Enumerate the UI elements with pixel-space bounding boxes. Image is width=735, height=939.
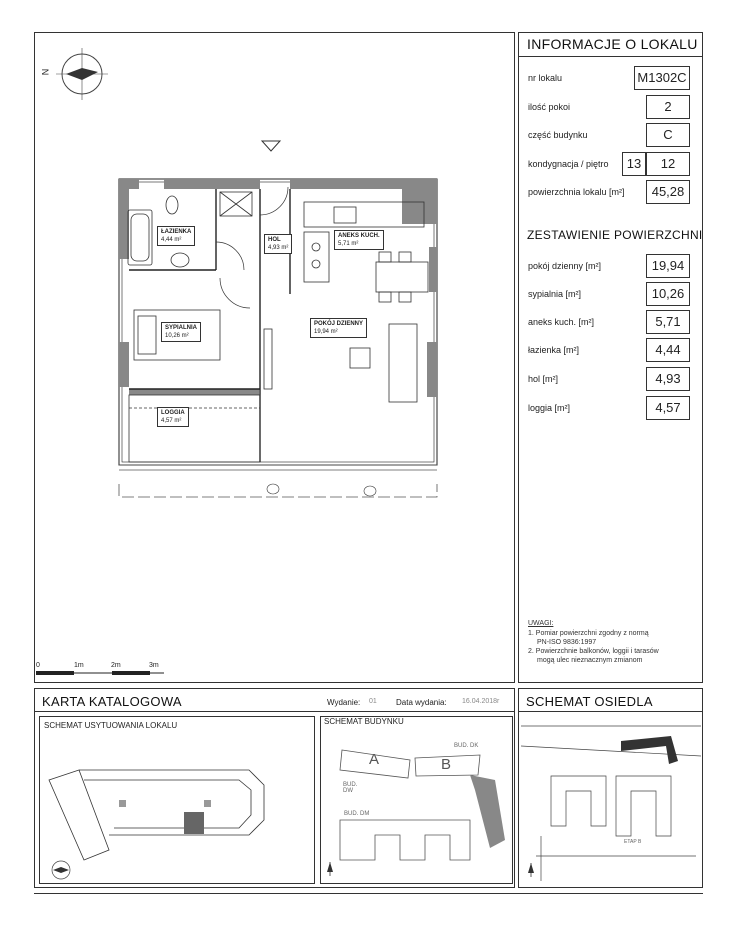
info-label-nr: nr lokalu <box>528 73 563 83</box>
areas-value-bath: 4,44 <box>646 338 690 362</box>
room-bedroom-name: SYPIALNIA <box>165 325 198 331</box>
catalog-rule <box>34 711 515 712</box>
info-title-rule <box>518 56 703 57</box>
estate-label: ETAP B <box>624 839 642 845</box>
info-value-rooms: 2 <box>646 95 690 119</box>
info-value-floor-b: 12 <box>646 152 690 176</box>
info-value-area: 45,28 <box>646 180 690 204</box>
areas-label-loggia: loggia [m²] <box>528 403 571 413</box>
catalog-title: KARTA KATALOGOWA <box>42 694 182 709</box>
areas-label-bedroom: sypialnia [m²] <box>528 289 582 299</box>
notes-line-4: mogą ulec nieznacznym zmianom <box>537 657 643 664</box>
areas-title: ZESTAWIENIE POWIERZCHNI <box>527 228 703 242</box>
info-value-nr: M1302C <box>634 66 690 90</box>
areas-label-hall: hol [m²] <box>528 374 559 384</box>
building-label-dm: BUD. DM <box>344 811 370 817</box>
areas-value-hall: 4,93 <box>646 367 690 391</box>
north-arrow-icon <box>56 48 108 100</box>
date-label: Data wydania: <box>396 698 447 707</box>
scale-bar <box>36 671 164 675</box>
building-compass-icon <box>327 862 333 876</box>
entrance-marker <box>262 141 280 151</box>
date-value: 16.04.2018r <box>462 698 500 705</box>
info-value-part: C <box>646 123 690 147</box>
location-map <box>39 740 315 880</box>
estate-map <box>521 716 701 884</box>
building-label-dw: BUD. DW <box>343 782 358 794</box>
info-label-part: część budynku <box>528 130 588 140</box>
scale-label-2: 2m <box>111 662 121 669</box>
estate-title: SCHEMAT OSIEDLA <box>526 694 653 709</box>
room-hall-name: HOL <box>268 237 281 243</box>
room-kitchen-area: 5,71 m² <box>338 241 359 247</box>
edition-value: 01 <box>369 698 377 705</box>
room-loggia-name: LOGGIA <box>161 410 185 416</box>
building-label-dk: BUD. DK <box>454 743 479 749</box>
north-label: N <box>40 68 51 76</box>
bottom-rule <box>34 893 703 894</box>
building-label-a: A <box>369 751 380 768</box>
info-value-floor-a: 13 <box>622 152 646 176</box>
room-bath-name: ŁAZIENKA <box>161 229 192 235</box>
room-living-area: 19,94 m² <box>314 329 338 335</box>
info-label-area: powierzchnia lokalu [m²] <box>528 187 625 197</box>
notes-title: UWAGI: <box>528 620 554 627</box>
scale-label-0: 0 <box>36 662 40 669</box>
room-kitchen-name: ANEKS KUCH. <box>338 233 380 239</box>
room-bath-area: 4,44 m² <box>161 237 182 243</box>
room-living <box>310 318 367 338</box>
notes-line-1: 1. Pomiar powierzchni zgodny z normą <box>528 630 649 637</box>
info-title: INFORMACJE O LOKALU <box>527 36 698 52</box>
room-bedroom <box>161 322 201 342</box>
areas-value-loggia: 4,57 <box>646 396 690 420</box>
notes-line-3: 2. Powierzchnie balkonów, loggii i tarasów <box>528 648 659 655</box>
scale-label-3: 3m <box>149 662 159 669</box>
areas-label-living: pokój dzienny [m²] <box>528 261 602 271</box>
areas-label-kitchen: aneks kuch. [m²] <box>528 317 595 327</box>
room-living-name: POKÓJ DZIENNY <box>314 321 364 327</box>
areas-value-bedroom: 10,26 <box>646 282 690 306</box>
building-label-b: B <box>441 756 452 773</box>
room-loggia <box>157 407 189 427</box>
info-label-floor: kondygnacja / piętro <box>528 159 609 169</box>
building-title: SCHEMAT BUDYNKU <box>324 717 404 726</box>
room-bedroom-area: 10,26 m² <box>165 333 189 339</box>
location-compass-icon <box>52 861 70 879</box>
room-hall-area: 4,93 m² <box>268 245 289 251</box>
location-title: SCHEMAT USYTUOWANIA LOKALU <box>44 721 178 730</box>
areas-value-kitchen: 5,71 <box>646 310 690 334</box>
info-label-rooms: ilość pokoi <box>528 102 571 112</box>
areas-value-living: 19,94 <box>646 254 690 278</box>
notes-line-2: PN-ISO 9836:1997 <box>537 639 597 646</box>
edition-label: Wydanie: <box>327 698 361 707</box>
estate-compass-icon <box>528 863 534 877</box>
areas-label-bath: łazienka [m²] <box>528 345 580 355</box>
floor-plan <box>34 32 515 683</box>
estate-rule <box>518 711 703 712</box>
scale-label-1: 1m <box>74 662 84 669</box>
room-hall <box>264 234 292 254</box>
building-map <box>320 730 513 880</box>
room-bath <box>157 226 195 246</box>
room-loggia-area: 4,57 m² <box>161 418 182 424</box>
room-kitchen <box>334 230 384 250</box>
